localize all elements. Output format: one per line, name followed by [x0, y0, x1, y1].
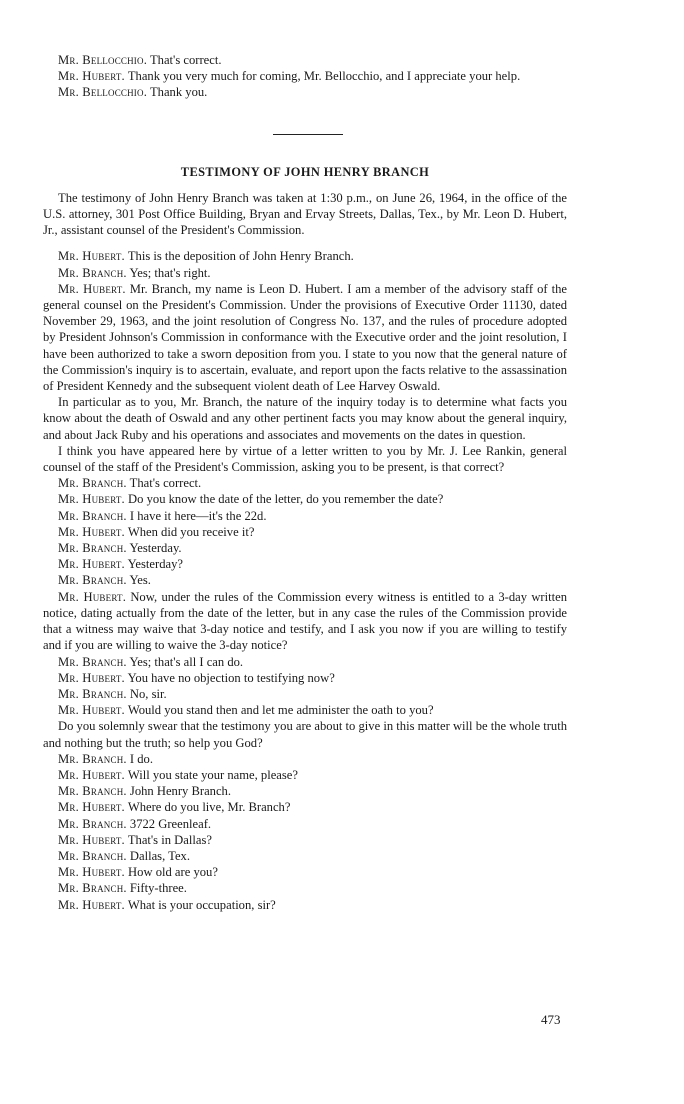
spoken-text: In particular as to you, Mr. Branch, the nature of the inquiry today is to determine what facts you know about the death of Oswald and any other pertinent facts you may know about the general inquiry, and about Jack Ruby and his operations and associates and movements on the dates in question.	[43, 395, 567, 442]
dialogue-line	[43, 265, 567, 281]
dialogue-line	[43, 524, 567, 540]
speaker-name: Mr. Hubert.	[58, 524, 125, 539]
dialogue-line	[43, 767, 567, 783]
speaker-name: Mr. Hubert.	[58, 249, 125, 264]
speaker-name: Mr. Branch.	[58, 573, 127, 588]
speaker-name: Mr. Hubert.	[58, 767, 125, 782]
dialogue-line	[43, 783, 567, 799]
speaker-name: Mr. Branch.	[58, 848, 127, 863]
speaker-name: Mr. Branch.	[58, 265, 127, 280]
speaker-name: Mr. Branch.	[58, 686, 127, 701]
section-divider	[273, 134, 343, 137]
speaker-name: Mr. Hubert.	[58, 557, 125, 572]
spoken-text: Thank you.	[147, 85, 208, 100]
dialogue-line	[43, 816, 567, 832]
spoken-text: How old are you?	[124, 865, 218, 880]
speaker-name: Mr. Hubert.	[58, 703, 125, 718]
speaker-name: Mr. Branch.	[58, 508, 127, 523]
intro-paragraph: The testimony of John Henry Branch was taken at 1:30 p.m., on June 26, 1964, in the office of the U.S. attorney, 301 Post Office Building, Bryan and Ervay Streets, Dallas, Tex., by Mr. Leon D. Hubert, Jr., assistant counsel of the President's Commission.	[43, 190, 567, 238]
spoken-text: John Henry Branch.	[126, 784, 231, 799]
spoken-text: Where do you live, Mr. Branch?	[124, 800, 291, 815]
spoken-text: Fifty-three.	[126, 881, 187, 896]
speaker-name: Mr. Branch.	[58, 881, 127, 896]
spoken-text: I have it here—it's the 22d.	[126, 508, 267, 523]
speaker-name: Mr. Hubert.	[58, 589, 127, 604]
speaker-name: Mr. Hubert.	[58, 281, 126, 296]
spoken-text: Dallas, Tex.	[126, 848, 191, 863]
spoken-text: Now, under the rules of the Commission every witness is entitled to a 3-day written notice, dating actually from the date of the letter, but in any case the rules of the Commission provide that a witness may waive that 3-day notice and testify, and I ask you now if you are willing to testify and if you are willing to waive the 3-day notice?	[43, 589, 567, 653]
dialogue-line	[43, 751, 567, 767]
spoken-text: No, sir.	[126, 686, 167, 701]
dialogue-line	[43, 52, 567, 68]
dialogue-line	[43, 880, 567, 896]
dialogue-line	[43, 864, 567, 880]
dialogue-line	[43, 848, 567, 864]
spoken-text: Do you solemnly swear that the testimony you are about to give in this matter will be the whole truth and nothing but the truth; so help you God?	[43, 719, 567, 750]
dialogue-line	[43, 491, 567, 507]
dialogue-line	[43, 556, 567, 572]
dialogue-line	[43, 654, 567, 670]
spoken-text: Yes; that's right.	[126, 265, 211, 280]
testimony-heading: TESTIMONY OF JOHN HENRY BRANCH	[180, 164, 430, 179]
spoken-text: That's correct.	[147, 53, 222, 67]
dialogue-line	[43, 718, 567, 750]
dialogue-line	[43, 540, 567, 556]
spoken-text: Would you stand then and let me administer the oath to you?	[124, 703, 434, 718]
spoken-text: That's correct.	[126, 476, 202, 491]
spoken-text: Yes.	[126, 573, 151, 588]
speaker-name: Mr. Branch.	[58, 654, 127, 669]
dialogue-line	[43, 248, 567, 264]
spoken-text: 3722 Greenleaf.	[126, 816, 212, 831]
spoken-text: Yes; that's all I can do.	[126, 654, 244, 669]
spoken-text: Do you know the date of the letter, do you remember the date?	[124, 492, 444, 507]
speaker-name: Mr. Hubert.	[58, 800, 125, 815]
speaker-name: Mr. Branch.	[58, 476, 127, 491]
dialogue-line	[43, 799, 567, 815]
spoken-text: Yesterday.	[126, 541, 182, 556]
spoken-text: This is the deposition of John Henry Branch.	[124, 249, 354, 264]
dialogue-line	[43, 84, 567, 100]
dialogue-line	[43, 281, 567, 394]
speaker-name: Mr. Branch.	[58, 784, 127, 799]
dialogue-line	[43, 572, 567, 588]
dialogue-line	[43, 897, 567, 913]
speaker-name: Mr. Branch.	[58, 541, 127, 556]
speaker-name: Mr. Bellocchio.	[58, 85, 148, 100]
spoken-text: Yesterday?	[124, 557, 183, 572]
speaker-name: Mr. Hubert.	[58, 897, 125, 912]
testimony-dialogue	[43, 248, 567, 912]
page-number: 473	[541, 1012, 561, 1027]
spoken-text: Thank you very much for coming, Mr. Bellocchio, and I appreciate your help.	[124, 69, 521, 84]
dialogue-line	[43, 686, 567, 702]
dialogue-line	[43, 394, 567, 443]
speaker-name: Mr. Branch.	[58, 816, 127, 831]
dialogue-line	[43, 589, 567, 654]
speaker-name: Mr. Branch.	[58, 751, 127, 766]
spoken-text: I think you have appeared here by virtue of a letter written to you by Mr. J. Lee Rankin, general counsel of the staff of the President's Commission, asking you to be present, is that correct?	[43, 443, 567, 475]
spoken-text: Mr. Branch, my name is Leon D. Hubert. I am a member of the advisory staff of the general counsel on the President's Commission. Under the provisions of Executive Order 11130, dated November 29, 1963, and the joint resolution of Congress No. 137, and the rules of procedure adopted by President Johnson's Commission in conformance with the Executive order and the joint resolution, I have been authorized to take a sworn deposition from you. I state to you now that the general nature of the Commission's inquiry is to ascertain, evaluate, and report upon the facts relative to the assassination of President Kennedy and the subsequent violent death of Lee Harvey Oswald.	[43, 281, 567, 394]
speaker-name: Mr. Hubert.	[58, 69, 125, 84]
dialogue-line	[43, 702, 567, 718]
dialogue-line	[43, 443, 567, 475]
spoken-text: I do.	[126, 751, 153, 766]
speaker-name: Mr. Hubert.	[58, 492, 125, 507]
dialogue-line	[43, 68, 567, 84]
opening-dialogue	[43, 52, 567, 101]
spoken-text: That's in Dallas?	[124, 832, 212, 847]
speaker-name: Mr. Hubert.	[58, 670, 125, 685]
spoken-text: What is your occupation, sir?	[124, 897, 276, 912]
dialogue-line	[43, 475, 567, 491]
dialogue-line	[43, 832, 567, 848]
speaker-name: Mr. Bellocchio.	[58, 53, 148, 67]
spoken-text: You have no objection to testifying now?	[124, 670, 335, 685]
speaker-name: Mr. Hubert.	[58, 832, 125, 847]
speaker-name: Mr. Hubert.	[58, 865, 125, 880]
dialogue-line	[43, 508, 567, 524]
spoken-text: When did you receive it?	[124, 524, 255, 539]
dialogue-line	[43, 670, 567, 686]
document-page	[43, 52, 567, 913]
spoken-text: Will you state your name, please?	[124, 767, 298, 782]
